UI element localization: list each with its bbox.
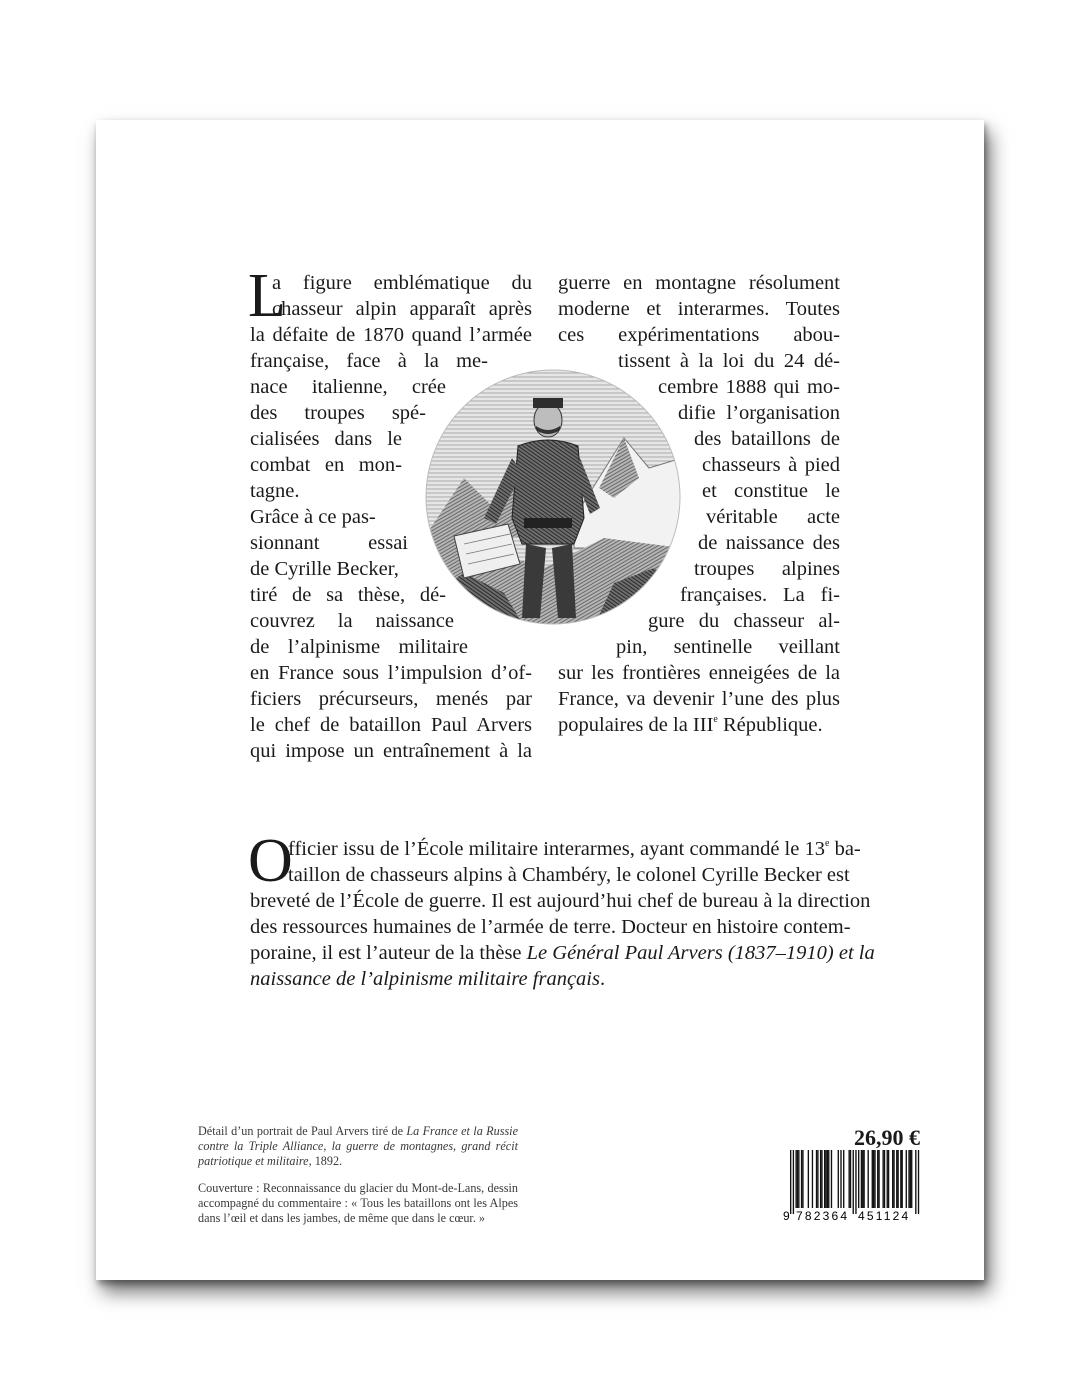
bio-line-1: fficier issu de l’École militaire interarmes, ayant commandé le 13 — [288, 838, 825, 860]
blurb-left-line: couvrez la naissance — [250, 610, 454, 632]
thesis-title-part-2: naissance de l’alpinisme militaire français — [250, 968, 600, 990]
barcode-bar — [900, 1150, 901, 1208]
blurb-left-line: sionnant essai — [250, 532, 408, 554]
barcode-bar — [887, 1150, 888, 1208]
blurb-left-line: qui impose un entraînement à la — [250, 740, 532, 762]
book-back-cover — [96, 120, 984, 1280]
cover-credit: Couverture : Reconnaissance du glacier du Mont-de-Lans, dessin accompagné du commentaire : « Tous les bataillons ont les Alpes dans l’œil et dans les jambes, de même que dans le cœur. » — [198, 1181, 518, 1225]
blurb-right-line: troupes alpines — [694, 558, 840, 580]
blurb-left-line: en France sous l’impulsion d’of- — [250, 662, 532, 684]
barcode-bar — [820, 1150, 821, 1208]
blurb-right-line — [558, 712, 840, 738]
barcode-bar — [797, 1150, 798, 1208]
blurb-right-line: de naissance des — [698, 532, 840, 554]
thesis-title-part-1: Le Général Paul Arvers (1837–1910) et la — [526, 942, 875, 964]
blurb-right-line: pin, sentinelle veillant — [616, 636, 840, 658]
barcode-bar — [873, 1150, 874, 1208]
barcode-bar — [888, 1150, 889, 1208]
barcode-bars — [790, 1150, 919, 1214]
barcode-bar — [878, 1150, 879, 1208]
blurb-right-line: ces expérimentations abou- — [558, 324, 840, 346]
price: 26,90 € — [854, 1125, 920, 1150]
barcode-bar — [843, 1150, 844, 1208]
barcode-bar — [911, 1150, 912, 1208]
blurb — [248, 262, 840, 790]
dropcap-l: L — [248, 262, 286, 330]
bio-line — [250, 966, 840, 992]
blurb-right-line: tissent à la loi du 24 dé- — [618, 350, 840, 372]
barcode-bar — [892, 1150, 893, 1208]
blurb-right-line: France, va devenir l’une des plus — [558, 688, 840, 710]
blurb-left-line: la défaite de 1870 quand l’armée — [250, 324, 532, 346]
barcode-bar — [877, 1150, 878, 1208]
blurb-left-line: nace italienne, crée — [250, 376, 446, 398]
barcode-bar — [831, 1150, 832, 1208]
dropcap-o: O — [248, 827, 293, 895]
barcode-bar — [798, 1150, 799, 1208]
portrait-source-title: La France et la Russie contre la Triple Alliance, la guerre de montagnes, grand récit patriotique et militaire — [198, 1124, 518, 1168]
barcode-bar — [808, 1150, 809, 1208]
barcode-bar — [790, 1150, 791, 1214]
barcode-bar — [801, 1150, 802, 1208]
barcode-bar — [896, 1150, 897, 1208]
blurb-right-line: chasseurs à pied — [702, 454, 840, 476]
blurb-right-line: gure du chasseur al- — [648, 610, 840, 632]
barcode-bar — [884, 1150, 885, 1208]
barcode-bar — [825, 1150, 826, 1208]
blurb-right-line: véritable acte — [706, 506, 840, 528]
blurb-right-line: sur les frontières enneigées de la — [558, 662, 840, 684]
blurb-left-line: combat en mon- — [250, 454, 402, 476]
barcode-bar — [874, 1150, 875, 1208]
barcode-bar — [855, 1150, 856, 1214]
barcode-bar — [861, 1150, 862, 1208]
blurb-left-line: a figure emblématique du — [272, 272, 532, 294]
barcode-bar — [853, 1150, 854, 1214]
blurb-last-line-end: République. — [717, 714, 823, 736]
blurb-right-line: et constitue le — [702, 480, 840, 502]
barcode-bar — [828, 1150, 829, 1208]
barcode-bar — [868, 1150, 869, 1208]
blurb-left-line: tiré de sa thèse, dé- — [250, 584, 446, 606]
blurb-right-line: moderne et interarmes. Toutes — [558, 298, 840, 320]
bio-line — [288, 836, 861, 862]
barcode-bar — [893, 1150, 894, 1208]
isbn-group-left: 782364 — [796, 1209, 850, 1222]
barcode-bar — [840, 1150, 841, 1208]
barcode-bar — [816, 1150, 817, 1208]
isbn-first-digit: 9 — [783, 1209, 790, 1222]
superscript: e — [713, 714, 718, 725]
blurb-right-line: cembre 1888 qui mo- — [658, 376, 840, 398]
barcode-bar — [827, 1150, 828, 1208]
blurb-right-line: difie l’organisation — [678, 402, 840, 424]
barcode-bar — [897, 1150, 898, 1208]
isbn-barcode — [782, 1150, 924, 1222]
blurb-right-line: des bataillons de — [694, 428, 840, 450]
barcode-bar — [908, 1150, 909, 1208]
blurb-right-line: françaises. La fi- — [680, 584, 840, 606]
blurb-left-line: des troupes spé- — [250, 402, 426, 424]
barcode-bar — [915, 1150, 916, 1214]
blurb-left-line: de l’alpinisme militaire — [250, 636, 468, 658]
blurb-left-line: de Cyrille Becker, — [250, 558, 399, 580]
bio-line: taillon de chasseurs alpins à Chambéry, le colonel Cyrille Becker est — [288, 864, 850, 886]
blurb-left-line: ficiers précurseurs, menés par — [250, 688, 532, 710]
bio-line — [250, 940, 875, 966]
blurb-left-line: Grâce à ce pas- — [250, 506, 376, 528]
superscript: e — [824, 838, 830, 849]
barcode-bar — [858, 1150, 859, 1208]
barcode-bar — [848, 1150, 849, 1208]
blurb-last-line-text: populaires de la III — [558, 714, 714, 736]
barcode-bar — [902, 1150, 903, 1208]
barcode-bar — [793, 1150, 794, 1214]
barcode-bar — [817, 1150, 818, 1208]
barcode-bar — [862, 1150, 863, 1208]
isbn-group-right: 451124 — [858, 1209, 911, 1222]
barcode-bar — [882, 1150, 883, 1208]
barcode-bar — [906, 1150, 907, 1208]
blurb-left-line: française, face à la me- — [250, 350, 488, 372]
blurb-right-line: guerre en montagne résolument — [558, 272, 840, 294]
blurb-left-line: le chef de bataillon Paul Arvers — [250, 714, 532, 736]
barcode-bar — [918, 1150, 919, 1214]
bio-line: des ressources humaines de l’armée de terre. Docteur en histoire contem- — [250, 916, 851, 938]
barcode-bar — [812, 1150, 813, 1208]
barcode-bar — [795, 1150, 796, 1208]
blurb-left-line: chasseur alpin apparaît après — [272, 298, 532, 320]
barcode-bar — [838, 1150, 839, 1208]
barcode-bar — [863, 1150, 864, 1208]
blurb-left-line: cialisées dans le — [250, 428, 402, 450]
barcode-bar — [802, 1150, 803, 1208]
bio-line-6-end: . — [599, 968, 606, 990]
portrait-credit-year: , 1892. — [308, 1154, 343, 1168]
blurb-left-line: tagne. — [250, 480, 300, 502]
barcode-bar — [821, 1150, 822, 1208]
portrait-credit — [198, 1124, 518, 1169]
barcode-bar — [872, 1150, 873, 1208]
image-credits — [198, 1124, 518, 1238]
bio-line: breveté de l’École de guerre. Il est aujourd’hui chef de bureau à la direction — [250, 890, 871, 912]
barcode-bar — [910, 1150, 911, 1208]
barcode-bar — [824, 1150, 825, 1208]
author-bio — [248, 827, 875, 992]
bio-line-5: poraine, il est l’auteur de la thèse — [250, 942, 527, 964]
barcode-bar — [850, 1150, 851, 1208]
portrait-credit-text: Détail d’un portrait de Paul Arvers tiré de — [198, 1124, 407, 1138]
bio-line-1-end: ba- — [829, 838, 861, 860]
soldier-portrait-engraving-icon — [424, 368, 682, 626]
